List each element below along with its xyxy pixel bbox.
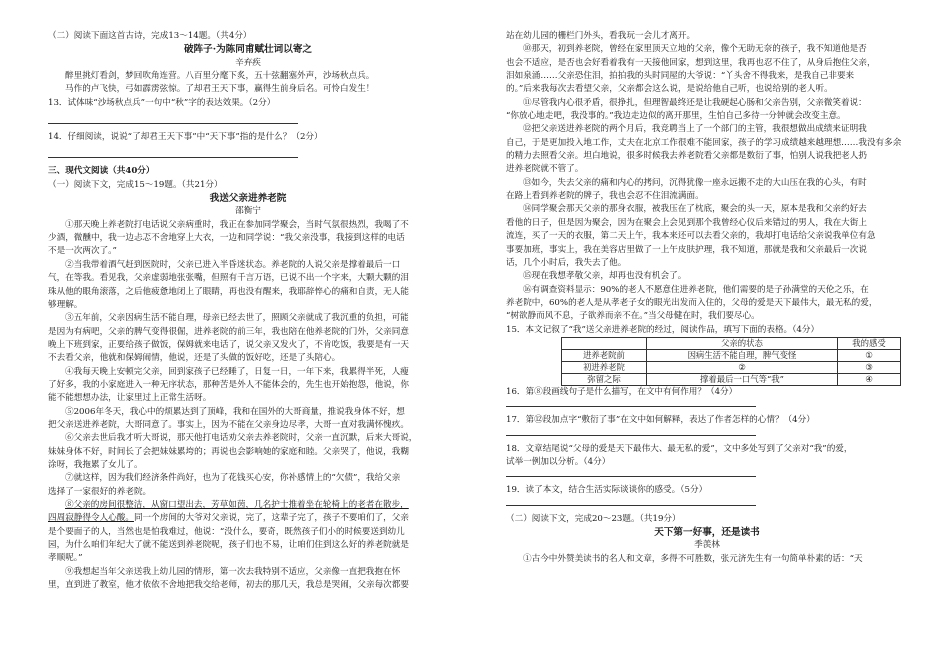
answer-line: [48, 116, 298, 124]
poem-title: 破阵子·为陈同甫赋壮词以寄之: [183, 44, 313, 56]
section-heading: 三、现代文阅读（共40分）: [48, 166, 155, 177]
paragraph-line: 了好多，我的小家庭进入一种无序状态，那种苦是外人不能体会的，先生也开始抱怨，他说，你: [48, 379, 409, 390]
table-cell: 进养老院前: [562, 349, 647, 361]
question-16: 16．第⑧段画线句子是什么描写，在文中有何作用？（4分）: [506, 386, 738, 397]
table-cell: ②: [647, 361, 838, 373]
answer-line: [506, 469, 756, 477]
paragraph-line: ①古今中外赞美读书的名人和文章，多得不可胜数，张元济先生有一句简单朴素的话：“天: [523, 553, 863, 564]
section-heading: （二）阅读下面这首古诗，完成13～14题。（共4分）: [48, 31, 252, 41]
table-cell: 撑着最后一口气等“我”: [647, 373, 838, 385]
question-13: 13．试体味“沙场秋点兵”一句中“秋”字的表达效果。（2分）: [48, 97, 276, 108]
paragraph-line: 气，在等我。看见我，父亲虚弱地张张嘴，但照有千言万语，已说不出一个字来，大颗大颗的泪: [48, 273, 409, 284]
question-14: 14．仔细阅读，说说“了却君王天下事”中“天下事”指的是什么？（2分）: [48, 132, 323, 143]
paragraph-line: 涂呀，我拖累了女儿了。: [48, 459, 143, 470]
essay-author: 季羡林: [694, 540, 720, 551]
poem-line: 马作的卢飞快，弓如霹雳弦惊。了却君王天下事，赢得生前身后名。可怜白发生！: [65, 84, 375, 95]
table-row: [562, 373, 901, 385]
paragraph-line: 妹妹身体不好，时间长了会把妹妹累垮的；再说也会影响她的家庭和睦。父亲哭了，他说，我糊: [48, 446, 409, 457]
poem-author: 辛弃疾: [235, 57, 261, 68]
paragraph-line: 不去看父亲，他就和保姆闹情，他说，还是了头做的饭好吃，还是了头陪心。: [48, 353, 341, 364]
paragraph-line: “树欲静而风不息，子欲养而亲不在。”当父母健在时，我们要尽心。: [506, 311, 760, 322]
sub-heading: （二）阅读下文，完成20～23题。（共19分）: [506, 513, 681, 524]
paragraph-line: 晚上下班到家，正要给孩子做饭，保姆就来电话了，说父亲又发火了，不肯吃饭，我要是有一天: [48, 339, 409, 350]
paragraph-line: 自己，于是更加投入地工作，丈夫在北京工作很难不能回家，孩子的学习成绩越来越理想……我没有多余: [506, 137, 902, 148]
underlined-sentence: ⑧父亲的房间很整洁，从窗口望出去，芳草如茵，几名护士推着坐在轮椅上的老者在散步，: [65, 500, 409, 510]
question-19: 19．读了本文，结合生活实际谈谈你的感受。（5分）: [506, 485, 708, 496]
left-column: [48, 30, 448, 592]
table-cell: 弥留之际: [562, 373, 647, 385]
paragraph-line: 孝顺呢。”: [48, 553, 83, 564]
paragraph-line: 事要加班，事实上，我在美容店里做了一上午皮肤护理，我不知道，那就是我和父亲最后一次说: [506, 244, 867, 255]
table-header-row: [562, 337, 901, 349]
paragraph-line: 进养老院就不管了。: [506, 164, 584, 175]
paragraph-line: 把父亲送进养老院，大哥同意了。事实上，因为不能在父亲身边尽孝，大哥一直对我满怀愧疚。: [48, 419, 409, 430]
poem-line: 醉里挑灯看剑，梦回吹角连营。八百里分麾下炙，五十弦翻塞外声，沙场秋点兵。: [65, 71, 375, 82]
paragraph-line: 选择了一家很好的养老院。: [48, 486, 152, 497]
paragraph-line: ②当我带着酒气赶到医院时，父亲已进入半昏迷状态。养老院的人说父亲是撑着最后一口: [65, 259, 401, 270]
paragraph-line: ④我每天晚上安顿完父亲，回到家孩子已经睡了，日复一日，一年下来，我累得半死，人瘦: [65, 366, 409, 377]
table-cell: 初进养老院: [562, 361, 647, 373]
question-18-cont: 试举一例加以分析。（4分）: [506, 456, 611, 467]
question-15: 15．本文记叙了“我”送父亲进养老院的经过，阅读作品，填写下面的表格。（4分）: [506, 324, 820, 335]
paragraph-line: ⑩那天，初到养老院，曾经在家里顶天立地的父亲，像个无助无奈的孩子，我不知道他是否: [523, 44, 867, 55]
table-row: [562, 349, 901, 361]
paragraph-line: 够理解。: [48, 299, 83, 310]
paragraph-line: 能不能想想办法，让家里过上正常生活呀。: [48, 393, 212, 404]
question-17: 17．第⑫段加点字“敷衍了事”在文中如何解释，表达了作者怎样的心情？（4分）: [506, 415, 815, 426]
answer-line: [48, 150, 298, 158]
paragraph-line: 话，几个小时后，我失去了他。: [506, 257, 627, 268]
paragraph-line: ⑬如今，失去父亲的痛和内心的拷问，沉得犹像一座永远搬不走的大山压在我的心头，有时: [523, 177, 867, 188]
paragraph-line: 珠从他的眼角滚落，之后他疲惫地闭上了眼睛，再也没有醒来，我耶辞悴心的痛和自责，无人能: [48, 286, 409, 297]
paragraph-line: 养老院中，60%的老人是从孝老子女的眼光出发而入住的，父母的爱是天下最伟大，最无私的爱，: [506, 297, 878, 308]
paragraph-line: ⑫把父亲送进养老院的两个月后，我竞聘当上了一个部门的主管，我很想做出成绩来证明我: [523, 124, 867, 135]
paragraph-line: 流连，买了一天的衣服，第二天上午，我本来还可以去看父亲的，我却打电话给父亲说我单位有急: [506, 231, 876, 242]
paragraph-line: “你放心地走吧，我没事的。”我边走边似的离开那里，生怕自己多待一分钟就会改变主意。: [506, 111, 846, 122]
paragraph-line: [48, 512, 448, 525]
paragraph-line: ⑪尽管我内心很矛盾，很挣扎，但理智最终还是让我硬起心肠和父亲告别，父亲微笑着说：: [523, 97, 867, 108]
sub-heading: （一）阅读下文，完成15～19题。（共21分）: [48, 179, 223, 190]
paragraph-line: ⑮现在我想孝敬父亲，却再也没有机会了。: [523, 271, 687, 282]
table-header-cell: 父亲的状态: [647, 337, 838, 349]
underlined-sentence: 四周寂静得令人心酸。: [48, 513, 134, 524]
table-header-cell: [562, 337, 647, 349]
question-18: 18．文章结尾说“父母的爱是天下最伟大、最无私的爱”，文中多处写到了父亲对“我”的爱，: [506, 443, 853, 454]
paragraph-line: 是个要面子的人，当然也是怕我难过，他说：“没什么，要奇，既然孩子们小的时候要送到幼儿: [48, 526, 405, 537]
paragraph-line: ⑦就这样，因为我们经济条件尚好，也为了花钱买心安，你补感情上的“欠债”，我给父亲: [65, 473, 401, 484]
table-header-cell: 我的感受: [838, 337, 901, 349]
paragraph-line: 少酒，微醺中，我一边忐忑不舍地穿上大衣，一边和同学说：“我父亲没事，我接到这样的电话: [48, 233, 405, 244]
paragraph-text: 同一个房间的大爷对父亲说，完了，这辈子完了，孩子不要咱们了，父亲: [133, 513, 409, 524]
paragraph-line: 也会不适应，是否也会好看着我有一天接他回家，想到这里，我再也忍不住了，从身后抱住父亲，: [506, 57, 876, 68]
paragraph-line: 站在幼儿园的栅栏门外头，看我玩一会儿才离开。: [506, 31, 696, 41]
paragraph-line: ⑭同学聚会那天父亲的那身衣服，被我压在了枕底，聚会的头一天，原本是我和父亲约好去: [523, 204, 867, 215]
paragraph-line: 看他的日子，但是因为聚会，因为在聚会上会见到那个我曾经心仪后来错过的男人，我在大街上: [506, 217, 867, 228]
paragraph-line: ⑯有调查资料显示：90%的老人不愿意住进养老院，他们需要的是子孙满堂的天伦之乐，在: [523, 284, 869, 295]
paragraph-line: 是因为有病吧，父亲的脾气变得很倔，进养老院的前三年，我也陪在他养老院的门外，父亲同意: [48, 326, 409, 337]
table-cell: ④: [838, 373, 901, 385]
table-row: [562, 361, 901, 373]
paragraph-line: ⑨我想起当年父亲送我上幼儿园的情形，第一次去我特别不适应，父亲像一直把我抱在怀: [65, 566, 401, 577]
paragraph-line: 在路上看到养老院的牌子，我也会忍不住泪流满面。: [506, 191, 704, 202]
paragraph-line: 的精力去照看父亲。坦白地说，很多时候我去养老院看父亲都是数衍了事，怕别人说我把老人扔: [506, 151, 867, 162]
table-cell: ①: [838, 349, 901, 361]
paragraph-line: 里，直到进了教室，他才依依不舍地把我交给老师，初去的那几天，我总是哭闹，父亲每次都要: [48, 580, 409, 591]
paragraph-line: ③五年前，父亲因病生活不能自理，母亲已经去世了，照顾父亲就成了我沉重的负担，可能: [65, 313, 409, 324]
answer-line: [506, 399, 756, 407]
paragraph-line: 泪如泉涌……父亲恐住泪，拍拍我的头时同屋的大爷说：“丫头舍不得我来，是我自己非要来: [506, 71, 855, 82]
paragraph-line: 不是一次两次了。”: [48, 246, 117, 257]
essay-title: 我送父亲进养老院: [209, 193, 287, 205]
answer-line: [506, 428, 756, 436]
table-cell: 因病生活不能自理，脾气变怪: [647, 349, 838, 361]
answer-table: [561, 337, 901, 386]
right-column: [506, 30, 908, 566]
table-cell: ③: [838, 361, 901, 373]
answer-line: [506, 498, 756, 506]
paragraph-line: 的。”后来我每次去看望父亲，父亲都会这么说，是说给他自己听，也说给别的老人听。: [506, 84, 833, 95]
essay-title: 天下第一好事，还是读书: [654, 526, 760, 538]
paragraph-line: ⑥父亲去世后我才听大哥说，那天他打电话劝父亲去养老院时，父亲一直沉默，后来大哥说，: [65, 433, 418, 444]
paragraph-line: ⑤2006年冬天，我心中的烦累达到了顶峰，我和在国外的大哥商量，推说我身体不好，想: [65, 406, 405, 417]
paragraph-line: ①那天晚上养老院打电话说父亲病重时，我正在参加同学聚会，当时气氛很热烈，我喝了不: [65, 219, 409, 230]
essay-author: 邵衡宁: [235, 206, 261, 217]
paragraph-line: 园，为什么咱们年纪大了就不能送到养老院呢，孩子们也不易，让咱们住到这么好的养老院就是: [48, 540, 409, 551]
